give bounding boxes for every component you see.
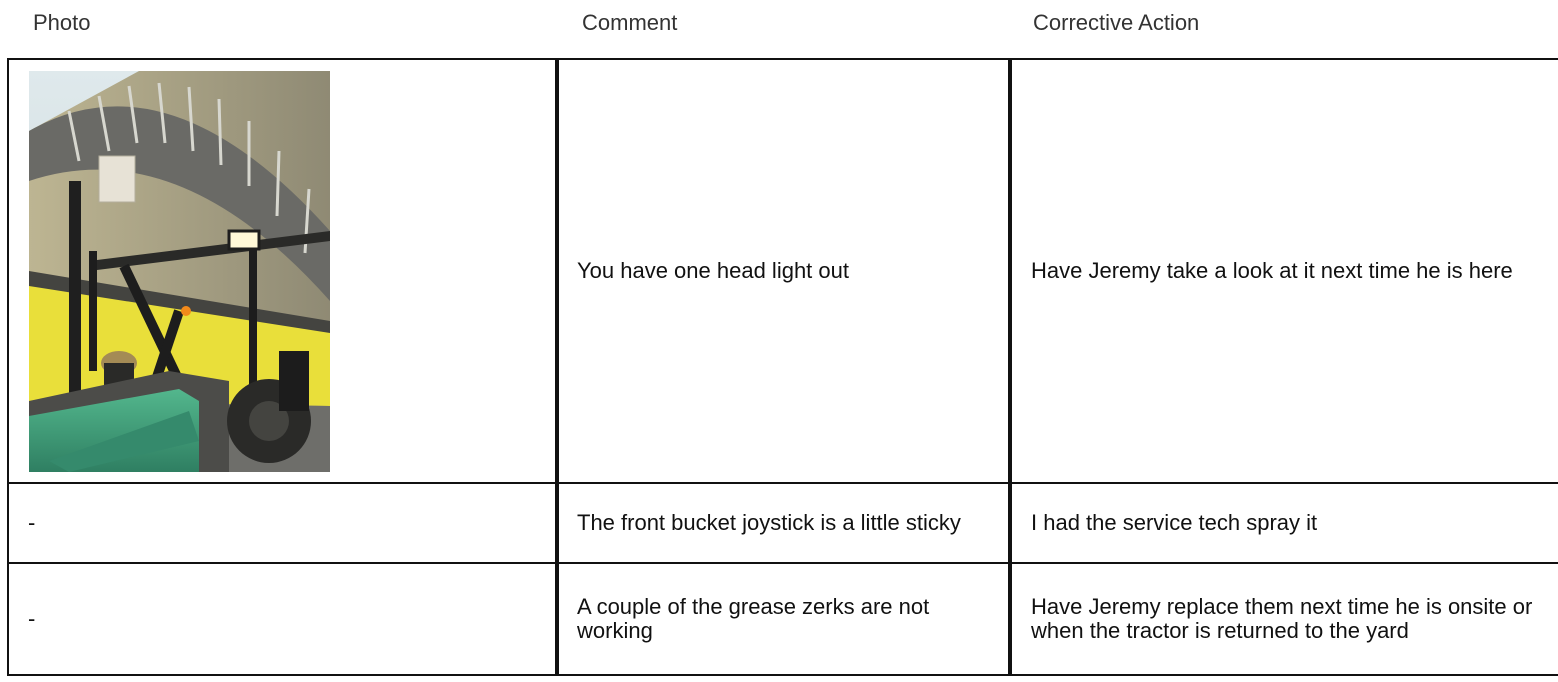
- comment-cell: A couple of the grease zerks are not working: [557, 563, 1010, 675]
- header-comment: Comment: [582, 10, 678, 35]
- header-photo: Photo: [33, 10, 91, 35]
- table-row: [8, 59, 1558, 483]
- corrective-action-cell: Have Jeremy replace them next time he is onsite or when the tractor is returned to the yard: [1010, 563, 1558, 675]
- photo-cell: -: [8, 483, 557, 563]
- comment-cell: You have one head light out: [557, 59, 1010, 483]
- comment-cell: The front bucket joystick is a little sticky: [557, 483, 1010, 563]
- photo-cell: -: [8, 563, 557, 675]
- table-header: [0, 10, 1558, 40]
- photo-cell: [8, 59, 557, 483]
- inspection-table: [7, 58, 1558, 676]
- table-row: [8, 483, 1558, 563]
- table-row: [8, 563, 1558, 675]
- corrective-action-cell: Have Jeremy take a look at it next time he is here: [1010, 59, 1558, 483]
- corrective-action-cell: I had the service tech spray it: [1010, 483, 1558, 563]
- tractor-photo[interactable]: [29, 71, 330, 472]
- header-corrective-action: Corrective Action: [1033, 10, 1200, 35]
